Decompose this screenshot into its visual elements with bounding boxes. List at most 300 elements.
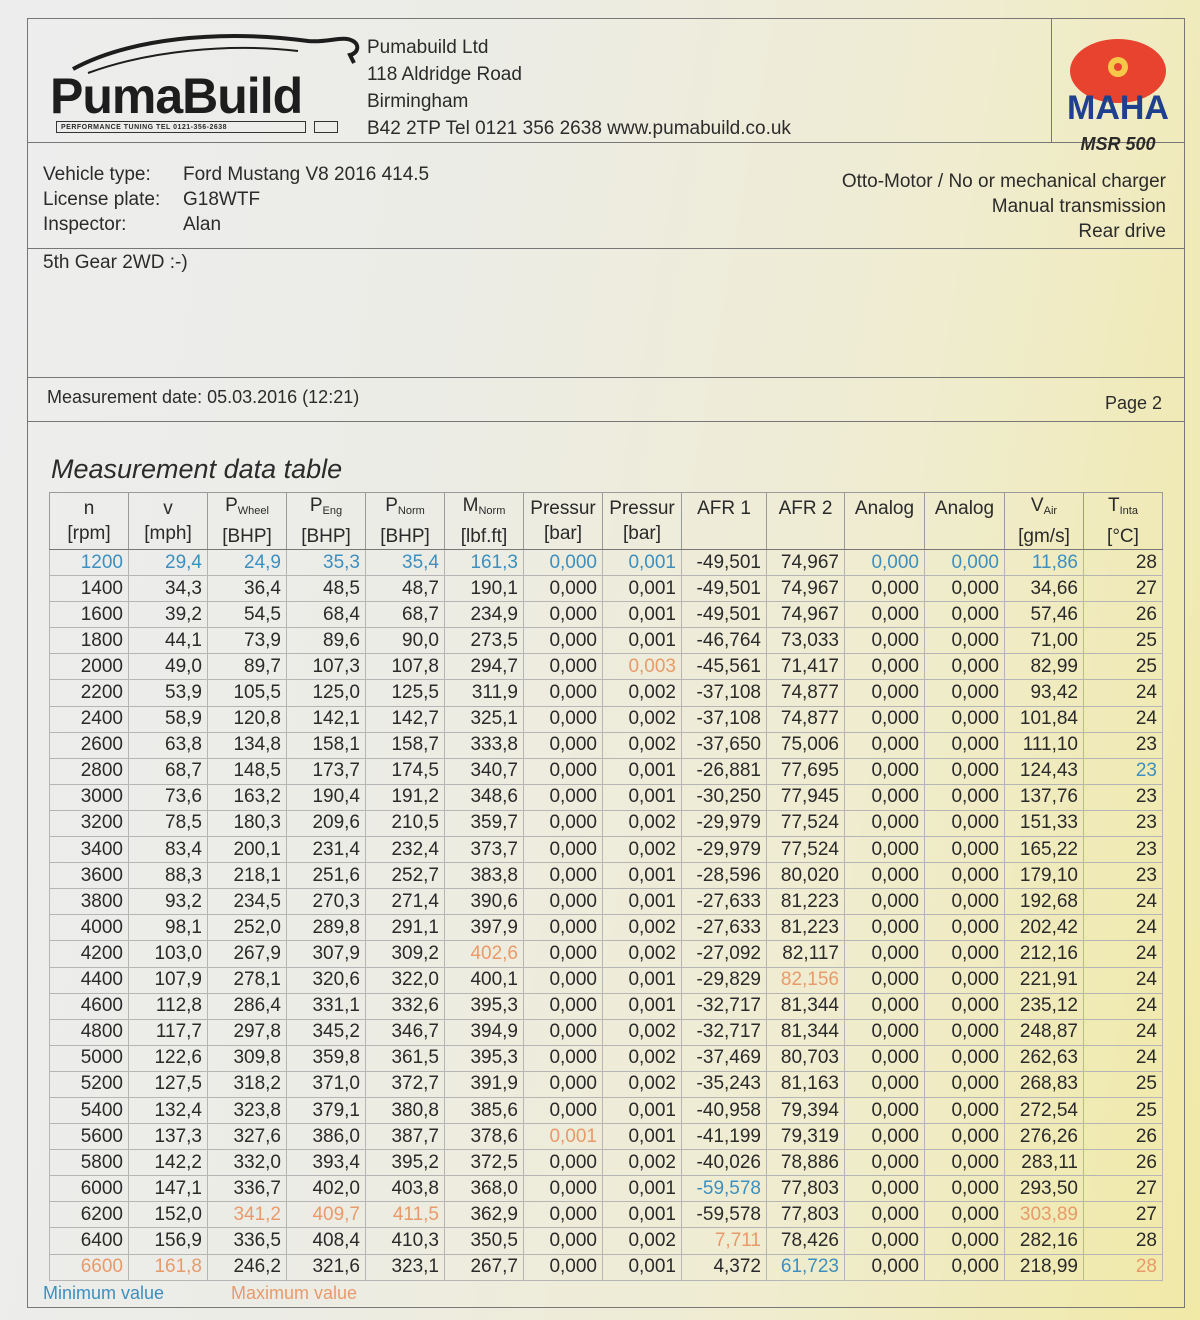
table-cell: 0,002 xyxy=(603,810,682,836)
column-header-symbol: Pressur xyxy=(609,498,675,519)
table-cell: 74,877 xyxy=(767,680,845,706)
table-cell: 0,000 xyxy=(524,993,603,1019)
table-cell: 1600 xyxy=(50,602,129,628)
table-row xyxy=(50,889,1163,915)
table-cell: 385,6 xyxy=(445,1097,524,1123)
table-cell: 77,945 xyxy=(767,784,845,810)
table-cell: -37,650 xyxy=(682,732,767,758)
table-cell: 78,5 xyxy=(129,810,208,836)
table-cell: 309,2 xyxy=(366,941,445,967)
table-cell: 0,000 xyxy=(524,967,603,993)
table-cell: 378,6 xyxy=(445,1124,524,1150)
table-cell: 5200 xyxy=(50,1071,129,1097)
table-cell: 0,003 xyxy=(603,654,682,680)
column-header-unit: [bar] xyxy=(543,523,583,544)
table-cell: -49,501 xyxy=(682,550,767,576)
column-header-name xyxy=(848,496,921,521)
table-cell: 0,000 xyxy=(845,810,925,836)
table-cell: 350,5 xyxy=(445,1228,524,1254)
table-row xyxy=(50,1228,1163,1254)
table-cell: 111,10 xyxy=(1005,732,1084,758)
table-cell: 248,87 xyxy=(1005,1019,1084,1045)
table-cell: 89,6 xyxy=(287,628,366,654)
table-cell: 122,6 xyxy=(129,1045,208,1071)
table-cell: 387,7 xyxy=(366,1124,445,1150)
engine-type: Otto-Motor / No or mechanical charger xyxy=(841,171,1166,192)
table-cell: 4600 xyxy=(50,993,129,1019)
maha-logo-icon xyxy=(1058,31,1178,131)
table-cell: 0,000 xyxy=(925,993,1005,1019)
column-header xyxy=(129,493,208,550)
table-cell: 90,0 xyxy=(366,628,445,654)
table-cell: 6000 xyxy=(50,1176,129,1202)
table-cell: 151,33 xyxy=(1005,810,1084,836)
table-cell: 35,3 xyxy=(287,550,366,576)
table-cell: -32,717 xyxy=(682,993,767,1019)
table-row xyxy=(50,967,1163,993)
table-cell: 24 xyxy=(1084,1019,1163,1045)
column-header-symbol: AFR 1 xyxy=(697,498,751,519)
table-cell: 28 xyxy=(1084,550,1163,576)
table-cell: 400,1 xyxy=(445,967,524,993)
table-cell: 107,9 xyxy=(129,967,208,993)
column-header-symbol: v xyxy=(163,498,173,519)
table-cell: 26 xyxy=(1084,1150,1163,1176)
table-cell: 24 xyxy=(1084,889,1163,915)
table-cell: 27 xyxy=(1084,1176,1163,1202)
table-cell: 61,723 xyxy=(767,1254,845,1280)
table-cell: 54,5 xyxy=(208,602,287,628)
table-cell: 148,5 xyxy=(208,758,287,784)
table-cell: 127,5 xyxy=(129,1071,208,1097)
license-plate-value: G18WTF xyxy=(183,189,261,210)
table-cell: 163,2 xyxy=(208,784,287,810)
table-cell: 74,967 xyxy=(767,602,845,628)
table-cell: 0,002 xyxy=(603,837,682,863)
table-cell: 3800 xyxy=(50,889,129,915)
column-header-name xyxy=(132,496,204,521)
table-cell: 393,4 xyxy=(287,1150,366,1176)
table-cell: 0,000 xyxy=(524,1202,603,1228)
table-cell: 23 xyxy=(1084,837,1163,863)
dyno-brand xyxy=(1058,31,1178,155)
table-row xyxy=(50,863,1163,889)
column-header-unit: [BHP] xyxy=(380,526,430,547)
table-cell: -28,596 xyxy=(682,863,767,889)
table-cell: 152,0 xyxy=(129,1202,208,1228)
table-cell: 35,4 xyxy=(366,550,445,576)
column-header-subscript: Norm xyxy=(478,505,506,517)
table-cell: -30,250 xyxy=(682,784,767,810)
table-cell: 0,000 xyxy=(925,628,1005,654)
table-cell: 23 xyxy=(1084,784,1163,810)
table-cell: 0,000 xyxy=(845,967,925,993)
table-cell: 0,001 xyxy=(603,1176,682,1202)
table-cell: 0,001 xyxy=(603,1202,682,1228)
table-cell: -29,979 xyxy=(682,810,767,836)
table-cell: 262,63 xyxy=(1005,1045,1084,1071)
table-cell: 78,426 xyxy=(767,1228,845,1254)
table-cell: 0,000 xyxy=(925,1124,1005,1150)
table-cell: 79,394 xyxy=(767,1097,845,1123)
table-cell: 391,9 xyxy=(445,1071,524,1097)
column-header-unit: [°C] xyxy=(1107,526,1139,547)
header-divider xyxy=(1051,19,1052,142)
table-cell: -27,633 xyxy=(682,889,767,915)
table-cell: 403,8 xyxy=(366,1176,445,1202)
column-header xyxy=(208,493,287,550)
table-cell: 2400 xyxy=(50,706,129,732)
table-cell: -29,829 xyxy=(682,967,767,993)
table-cell: 0,002 xyxy=(603,706,682,732)
table-cell: 368,0 xyxy=(445,1176,524,1202)
table-cell: 0,000 xyxy=(925,1045,1005,1071)
table-cell: 0,002 xyxy=(603,915,682,941)
table-cell: 0,000 xyxy=(925,941,1005,967)
column-header-unit xyxy=(848,521,921,546)
table-cell: 25 xyxy=(1084,1071,1163,1097)
column-header xyxy=(1084,493,1163,550)
table-cell: 397,9 xyxy=(445,915,524,941)
column-header-name xyxy=(527,496,599,521)
table-cell: 142,7 xyxy=(366,706,445,732)
table-cell: 28 xyxy=(1084,1254,1163,1280)
column-header xyxy=(603,493,682,550)
table-cell: -40,026 xyxy=(682,1150,767,1176)
table-cell: 0,000 xyxy=(845,993,925,1019)
table-cell: 0,000 xyxy=(524,628,603,654)
table-cell: 98,1 xyxy=(129,915,208,941)
column-header xyxy=(682,493,767,550)
table-cell: 294,7 xyxy=(445,654,524,680)
table-cell: 27 xyxy=(1084,1202,1163,1228)
table-cell: 48,5 xyxy=(287,576,366,602)
table-cell: 82,117 xyxy=(767,941,845,967)
table-cell: 25 xyxy=(1084,1097,1163,1123)
table-cell: 323,8 xyxy=(208,1097,287,1123)
table-cell: 272,54 xyxy=(1005,1097,1084,1123)
table-cell: 0,001 xyxy=(603,576,682,602)
table-cell: 0,000 xyxy=(845,1097,925,1123)
table-cell: 5600 xyxy=(50,1124,129,1150)
table-cell: 200,1 xyxy=(208,837,287,863)
table-cell: 125,5 xyxy=(366,680,445,706)
table-body xyxy=(50,550,1163,1281)
table-cell: 78,886 xyxy=(767,1150,845,1176)
table-row xyxy=(50,1097,1163,1123)
table-cell: 36,4 xyxy=(208,576,287,602)
table-cell: 408,4 xyxy=(287,1228,366,1254)
table-cell: 29,4 xyxy=(129,550,208,576)
table-cell: 63,8 xyxy=(129,732,208,758)
table-cell: 234,9 xyxy=(445,602,524,628)
table-cell: 24 xyxy=(1084,941,1163,967)
column-header-symbol: V xyxy=(1030,495,1044,516)
measurement-date: Measurement date: 05.03.2016 (12:21) xyxy=(47,387,360,407)
table-cell: 0,000 xyxy=(925,654,1005,680)
table-cell: 0,000 xyxy=(524,784,603,810)
table-cell: 1800 xyxy=(50,628,129,654)
table-cell: 3400 xyxy=(50,837,129,863)
column-header-unit: [mph] xyxy=(144,523,192,544)
table-cell: 0,001 xyxy=(603,758,682,784)
table-cell: -27,633 xyxy=(682,915,767,941)
table-cell: 0,000 xyxy=(925,732,1005,758)
table-cell: 24,9 xyxy=(208,550,287,576)
column-header-symbol: n xyxy=(83,498,95,519)
table-cell: 192,68 xyxy=(1005,889,1084,915)
page-number: Page 2 xyxy=(1104,393,1162,413)
column-header-unit: [lbf.ft] xyxy=(460,526,508,547)
table-cell: 107,8 xyxy=(366,654,445,680)
table-cell: 68,7 xyxy=(366,602,445,628)
table-cell: 0,000 xyxy=(845,706,925,732)
table-cell: 1200 xyxy=(50,550,129,576)
column-header-name xyxy=(211,493,283,524)
column-header-subscript: Inta xyxy=(1119,505,1138,517)
table-cell: 0,000 xyxy=(845,654,925,680)
company-address-1: 118 Aldridge Road xyxy=(367,64,522,85)
table-cell: 0,000 xyxy=(925,550,1005,576)
column-header-name xyxy=(290,493,362,524)
table-cell: 325,1 xyxy=(445,706,524,732)
table-cell: 268,83 xyxy=(1005,1071,1084,1097)
table-cell: 0,000 xyxy=(845,1150,925,1176)
table-cell: 359,7 xyxy=(445,810,524,836)
table-cell: 44,1 xyxy=(129,628,208,654)
table-row xyxy=(50,576,1163,602)
table-cell: -41,199 xyxy=(682,1124,767,1150)
column-header-name xyxy=(1087,493,1159,524)
table-cell: 0,000 xyxy=(845,628,925,654)
table-row xyxy=(50,1071,1163,1097)
column-header-symbol: Analog xyxy=(854,498,915,519)
table-cell: 0,000 xyxy=(524,654,603,680)
table-cell: 0,000 xyxy=(524,915,603,941)
table-cell: 71,00 xyxy=(1005,628,1084,654)
notes: 5th Gear 2WD :-) xyxy=(43,252,188,273)
table-cell: 0,002 xyxy=(603,732,682,758)
table-cell: 0,000 xyxy=(845,1202,925,1228)
table-cell: 180,3 xyxy=(208,810,287,836)
column-header-name xyxy=(53,496,125,521)
table-row xyxy=(50,602,1163,628)
table-cell: 362,9 xyxy=(445,1202,524,1228)
table-cell: 327,6 xyxy=(208,1124,287,1150)
table-cell: 23 xyxy=(1084,863,1163,889)
table-cell: 0,002 xyxy=(603,1019,682,1045)
table-cell: 134,8 xyxy=(208,732,287,758)
table-cell: 0,002 xyxy=(603,680,682,706)
section-title: Measurement data table xyxy=(51,454,343,484)
table-cell: 0,000 xyxy=(925,680,1005,706)
table-cell: 0,000 xyxy=(524,1228,603,1254)
table-cell: 267,7 xyxy=(445,1254,524,1280)
column-header-name xyxy=(448,493,520,524)
table-cell: 395,3 xyxy=(445,1045,524,1071)
table-cell: 68,7 xyxy=(129,758,208,784)
table-cell: 103,0 xyxy=(129,941,208,967)
table-cell: 77,524 xyxy=(767,837,845,863)
table-cell: -46,764 xyxy=(682,628,767,654)
table-cell: 0,000 xyxy=(524,1254,603,1280)
table-cell: 0,000 xyxy=(925,1228,1005,1254)
table-cell: 0,000 xyxy=(845,1045,925,1071)
table-row xyxy=(50,837,1163,863)
table-cell: 371,0 xyxy=(287,1071,366,1097)
dyno-model: MSR 500 xyxy=(1080,134,1156,154)
logo-tagline: PERFORMANCE TUNING TEL 0121-356-2638 xyxy=(56,121,306,133)
table-cell: 410,3 xyxy=(366,1228,445,1254)
column-header-symbol: AFR 2 xyxy=(778,498,833,519)
column-header-symbol: P xyxy=(309,495,323,516)
table-cell: 124,43 xyxy=(1005,758,1084,784)
table-cell: 142,1 xyxy=(287,706,366,732)
table-cell: 345,2 xyxy=(287,1019,366,1045)
table-cell: 0,000 xyxy=(925,889,1005,915)
column-header xyxy=(845,493,925,550)
table-row xyxy=(50,993,1163,1019)
table-cell: 0,000 xyxy=(925,863,1005,889)
table-cell: 0,000 xyxy=(524,706,603,732)
table-cell: -37,469 xyxy=(682,1045,767,1071)
table-cell: 101,84 xyxy=(1005,706,1084,732)
table-cell: 161,8 xyxy=(129,1254,208,1280)
table-cell: 0,001 xyxy=(524,1124,603,1150)
table-cell: 11,86 xyxy=(1005,550,1084,576)
notes-rule xyxy=(28,377,1184,378)
table-cell: 267,9 xyxy=(208,941,287,967)
table-cell: 4400 xyxy=(50,967,129,993)
logo-tag-box xyxy=(314,121,338,133)
table-cell: 57,46 xyxy=(1005,602,1084,628)
table-cell: 0,000 xyxy=(524,1097,603,1123)
table-cell: 27 xyxy=(1084,576,1163,602)
table-cell: 77,803 xyxy=(767,1202,845,1228)
table-cell: 81,344 xyxy=(767,993,845,1019)
table-cell: -59,578 xyxy=(682,1176,767,1202)
table-cell: 0,001 xyxy=(603,967,682,993)
table-row xyxy=(50,732,1163,758)
table-row xyxy=(50,941,1163,967)
table-cell: 0,000 xyxy=(845,1176,925,1202)
table-cell: 147,1 xyxy=(129,1176,208,1202)
table-cell: 0,001 xyxy=(603,602,682,628)
report-frame xyxy=(27,18,1185,1308)
table-cell: 0,002 xyxy=(603,1071,682,1097)
company-logo: PumaBuild xyxy=(50,68,303,124)
table-cell: 190,1 xyxy=(445,576,524,602)
column-header-name xyxy=(770,496,841,521)
table-cell: 218,99 xyxy=(1005,1254,1084,1280)
table-cell: 0,000 xyxy=(845,837,925,863)
table-cell: 0,000 xyxy=(925,810,1005,836)
table-cell: 0,002 xyxy=(603,1045,682,1071)
table-row xyxy=(50,1202,1163,1228)
table-cell: 3200 xyxy=(50,810,129,836)
table-cell: 73,6 xyxy=(129,784,208,810)
table-cell: 23 xyxy=(1084,758,1163,784)
table-cell: 82,156 xyxy=(767,967,845,993)
table-cell: 0,000 xyxy=(845,576,925,602)
table-cell: 173,7 xyxy=(287,758,366,784)
table-cell: 26 xyxy=(1084,602,1163,628)
table-cell: 2200 xyxy=(50,680,129,706)
table-cell: 331,1 xyxy=(287,993,366,1019)
column-header xyxy=(366,493,445,550)
table-cell: 386,0 xyxy=(287,1124,366,1150)
table-cell: 390,6 xyxy=(445,889,524,915)
table-cell: 0,000 xyxy=(845,680,925,706)
table-cell: 1400 xyxy=(50,576,129,602)
table-cell: 0,000 xyxy=(925,758,1005,784)
company-name: Pumabuild Ltd xyxy=(367,37,489,58)
table-cell: 158,1 xyxy=(287,732,366,758)
table-cell: 0,000 xyxy=(524,732,603,758)
table-cell: 402,0 xyxy=(287,1176,366,1202)
table-cell: 271,4 xyxy=(366,889,445,915)
table-cell: 409,7 xyxy=(287,1202,366,1228)
table-cell: 303,89 xyxy=(1005,1202,1084,1228)
table-cell: 80,020 xyxy=(767,863,845,889)
table-cell: 0,000 xyxy=(925,915,1005,941)
table-cell: 332,0 xyxy=(208,1150,287,1176)
table-row xyxy=(50,1045,1163,1071)
table-row xyxy=(50,1176,1163,1202)
table-cell: 283,11 xyxy=(1005,1150,1084,1176)
legend-min: Minimum value xyxy=(43,1283,165,1303)
table-cell: 235,12 xyxy=(1005,993,1084,1019)
table-cell: 361,5 xyxy=(366,1045,445,1071)
table-cell: 0,001 xyxy=(603,1097,682,1123)
table-cell: 346,7 xyxy=(366,1019,445,1045)
column-header-name xyxy=(369,493,441,524)
table-cell: 231,4 xyxy=(287,837,366,863)
table-cell: 165,22 xyxy=(1005,837,1084,863)
table-cell: 278,1 xyxy=(208,967,287,993)
table-cell: 289,8 xyxy=(287,915,366,941)
table-cell: 158,7 xyxy=(366,732,445,758)
table-cell: 24 xyxy=(1084,706,1163,732)
table-cell: 93,42 xyxy=(1005,680,1084,706)
table-cell: 0,001 xyxy=(603,784,682,810)
column-header-unit xyxy=(928,521,1001,546)
table-cell: 156,9 xyxy=(129,1228,208,1254)
table-cell: 341,2 xyxy=(208,1202,287,1228)
table-cell: 0,000 xyxy=(925,706,1005,732)
table-cell: 142,2 xyxy=(129,1150,208,1176)
table-cell: 0,000 xyxy=(925,1097,1005,1123)
table-cell: 132,4 xyxy=(129,1097,208,1123)
table-cell: 5800 xyxy=(50,1150,129,1176)
column-header-unit: [BHP] xyxy=(222,526,272,547)
table-row xyxy=(50,810,1163,836)
vehicle-rule xyxy=(28,248,1184,249)
table-cell: 0,000 xyxy=(524,1045,603,1071)
column-header-unit: [bar] xyxy=(622,523,662,544)
table-cell: 6200 xyxy=(50,1202,129,1228)
table-cell: 0,000 xyxy=(845,1254,925,1280)
table-cell: 273,5 xyxy=(445,628,524,654)
table-cell: 394,9 xyxy=(445,1019,524,1045)
table-cell: 252,0 xyxy=(208,915,287,941)
column-header-name xyxy=(1008,493,1080,524)
table-cell: 0,000 xyxy=(845,1124,925,1150)
table-cell: -37,108 xyxy=(682,706,767,732)
table-cell: 0,000 xyxy=(524,941,603,967)
table-cell: 0,001 xyxy=(603,550,682,576)
table-cell: 105,5 xyxy=(208,680,287,706)
